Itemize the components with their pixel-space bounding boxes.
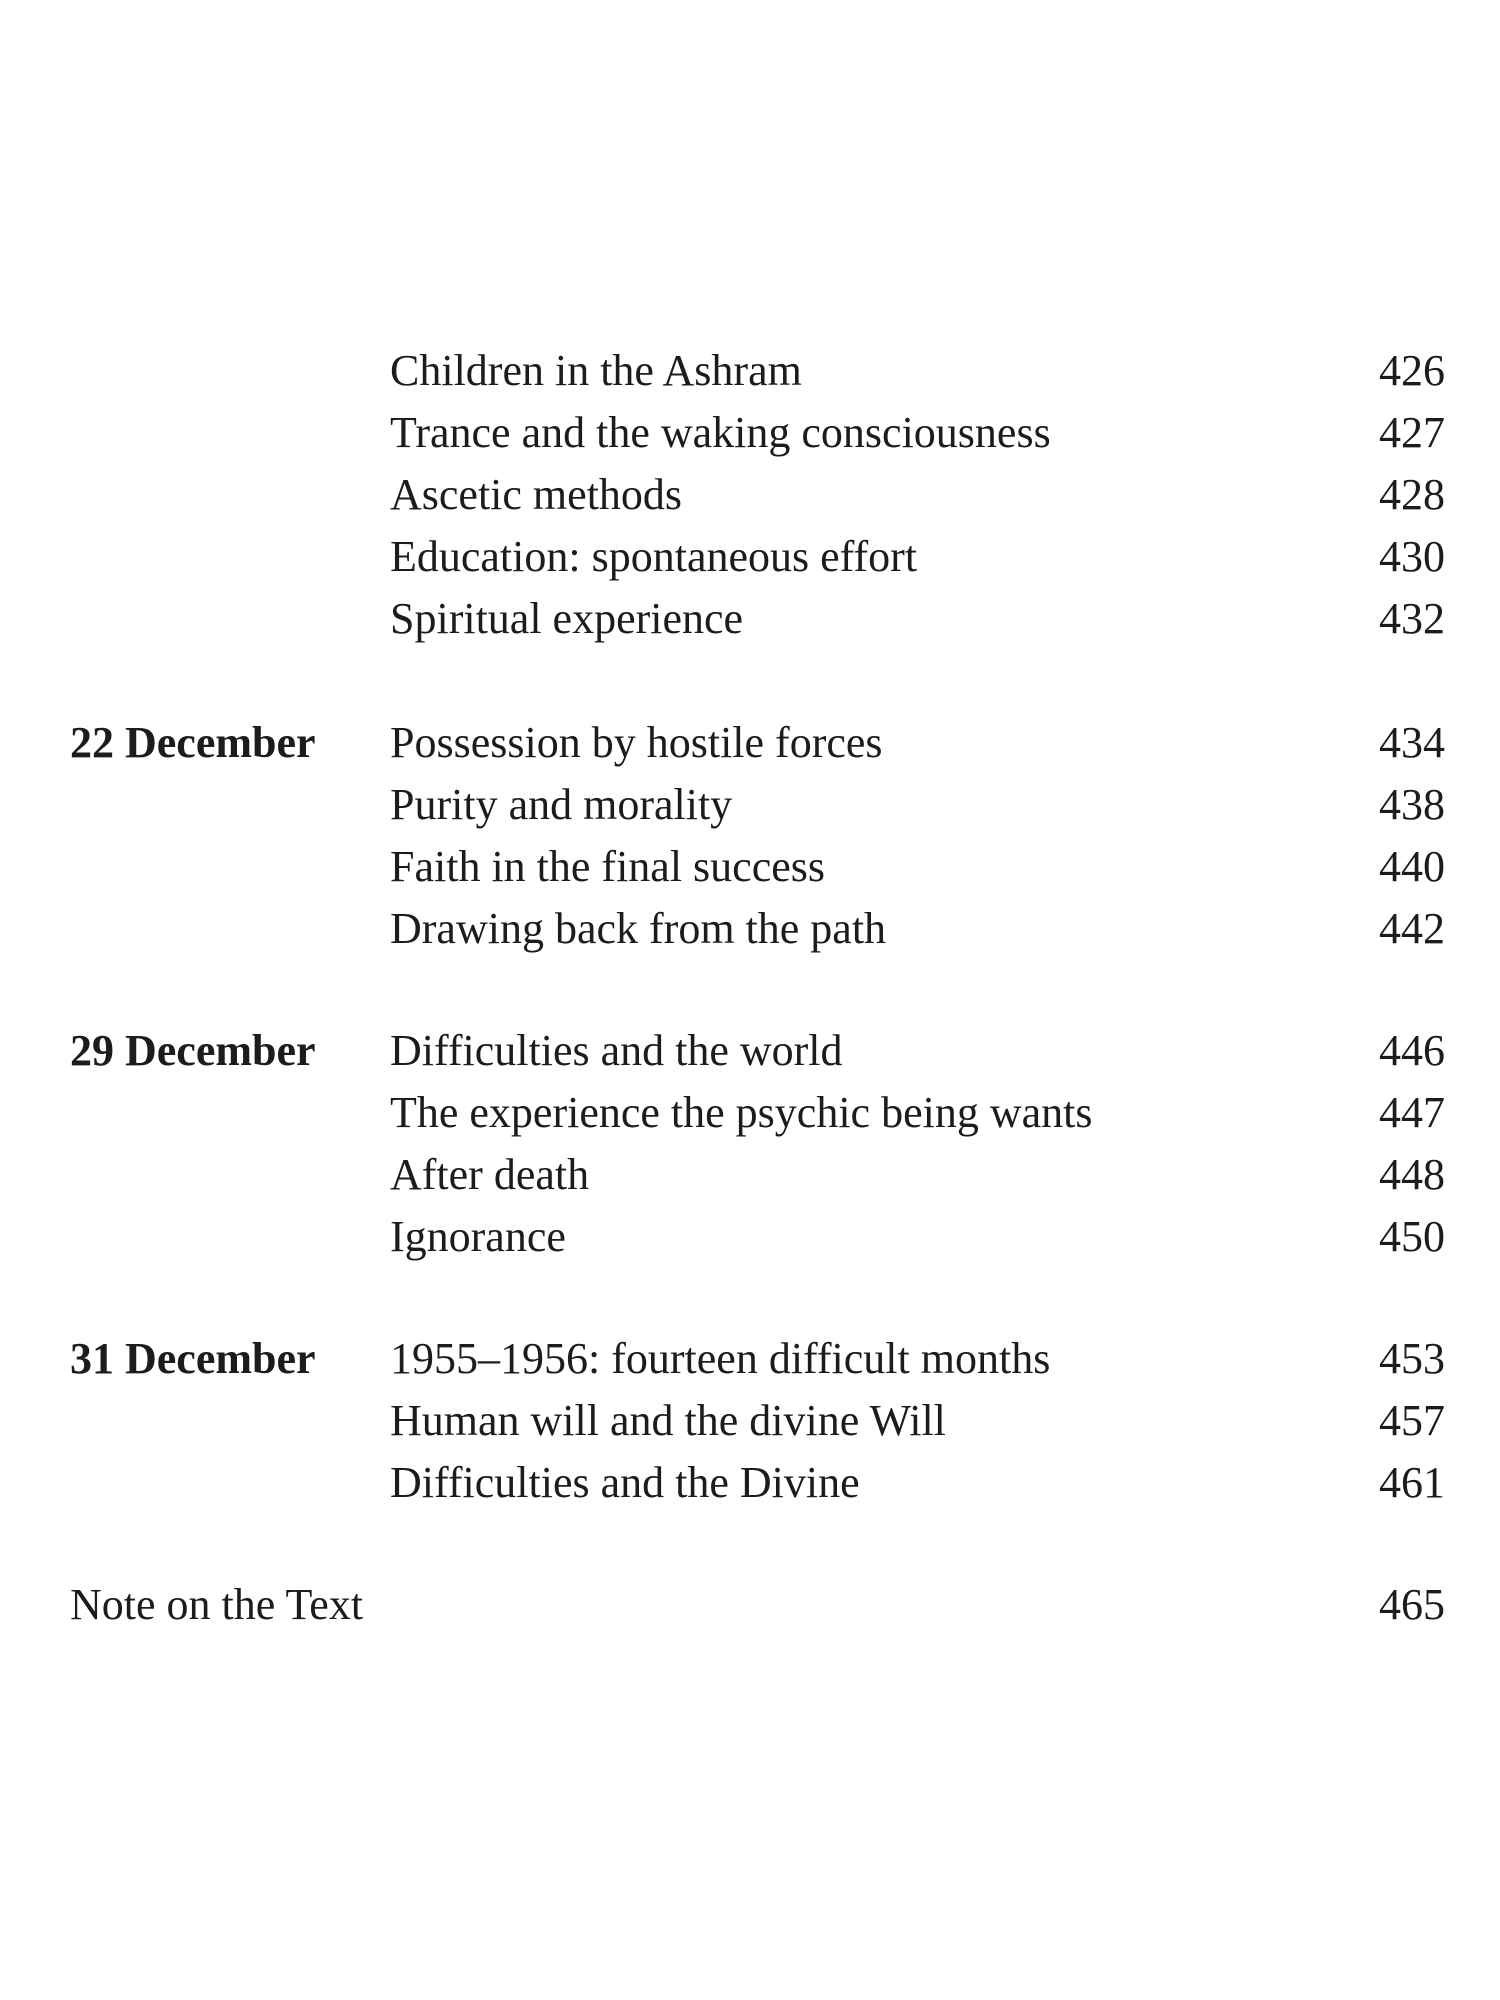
entry-page-number: 450	[1379, 1212, 1445, 1261]
toc-entry	[0, 836, 1500, 898]
entry-page-number: 440	[1379, 842, 1445, 891]
entry-title: Spiritual experience	[390, 594, 744, 643]
toc-entry	[0, 1206, 1500, 1268]
entry-title: After death	[390, 1150, 590, 1199]
toc-entry	[0, 402, 1500, 464]
toc-entry	[0, 712, 1500, 774]
entry-page-number: 453	[1379, 1334, 1445, 1383]
entry-page-number: 442	[1379, 904, 1445, 953]
entry-title: Human will and the divine Will	[390, 1396, 946, 1445]
entry-page-number: 426	[1379, 346, 1445, 395]
entry-title: The experience the psychic being wants	[390, 1088, 1093, 1137]
note-page-number: 465	[1379, 1580, 1445, 1629]
entry-title: Trance and the waking consciousness	[390, 408, 1051, 457]
entry-page-number: 434	[1379, 718, 1445, 767]
toc-entry	[0, 526, 1500, 588]
entry-title: Purity and morality	[390, 780, 733, 829]
entry-title: Faith in the final success	[390, 842, 826, 891]
section-date: 29 December	[70, 1026, 316, 1075]
toc-entry	[0, 1452, 1500, 1514]
entry-title: Difficulties and the world	[390, 1026, 843, 1075]
toc-entry	[0, 588, 1500, 650]
entry-page-number: 446	[1379, 1026, 1445, 1075]
entry-page-number: 438	[1379, 780, 1445, 829]
entry-page-number: 428	[1379, 470, 1445, 519]
entry-page-number: 432	[1379, 594, 1445, 643]
entry-title: 1955–1956: fourteen difficult months	[390, 1334, 1051, 1383]
toc-entry	[0, 1020, 1500, 1082]
entry-title: Education: spontaneous effort	[390, 532, 918, 581]
toc-entry	[0, 1082, 1500, 1144]
toc-entry	[0, 340, 1500, 402]
toc-entry	[0, 898, 1500, 960]
section-date: 31 December	[70, 1334, 316, 1383]
note-title: Note on the Text	[70, 1580, 364, 1629]
entry-page-number: 447	[1379, 1088, 1445, 1137]
section-date: 22 December	[70, 718, 316, 767]
entry-title: Possession by hostile forces	[390, 718, 883, 767]
toc-note-entry	[0, 1574, 1500, 1636]
entry-page-number: 461	[1379, 1458, 1445, 1507]
entry-title: Ignorance	[390, 1212, 566, 1261]
toc-entry	[0, 1390, 1500, 1452]
entry-page-number: 427	[1379, 408, 1445, 457]
entry-page-number: 430	[1379, 532, 1445, 581]
toc-entry	[0, 1144, 1500, 1206]
entry-title: Difficulties and the Divine	[390, 1458, 860, 1507]
entry-page-number: 448	[1379, 1150, 1445, 1199]
toc-entry	[0, 464, 1500, 526]
entry-title: Children in the Ashram	[390, 346, 802, 395]
toc-entry	[0, 774, 1500, 836]
entry-page-number: 457	[1379, 1396, 1445, 1445]
entry-title: Ascetic methods	[390, 470, 683, 519]
toc-entry	[0, 1328, 1500, 1390]
entry-title: Drawing back from the path	[390, 904, 887, 953]
